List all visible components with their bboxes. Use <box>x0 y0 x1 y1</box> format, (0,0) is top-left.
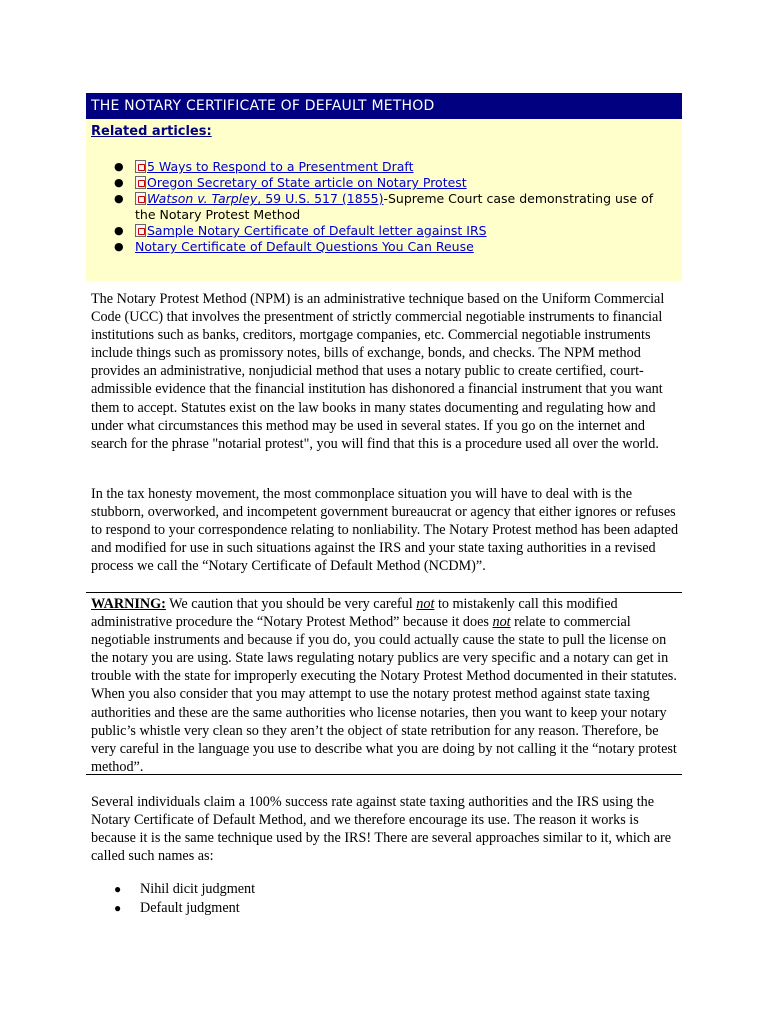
warning-text: relate to commercial negotiable instruments and because if you do, you could actually cause the state to pull the license on the notary you are using. State laws regulating notary publics are very specific and a notary can get in trouble with the state for improperly executing the Notary Protest Method documented in their statutes. When you also consider that you may attempt to use the notary protest method against state taxing authorities and these are the same authorities who license notaries, then you want to keep your notary public’s whistle very clean so they aren’t the object of state retribution for any reason. Therefore, be very careful in the language you use to describe what you are doing by not calling it the “notary protest method”. <box>91 614 677 775</box>
bullet-icon: ● <box>114 882 122 896</box>
related-article-continuation <box>86 207 682 223</box>
approaches-list <box>91 880 671 918</box>
related-articles-box <box>86 119 682 281</box>
related-article-link[interactable] <box>147 191 383 206</box>
pdf-icon <box>135 192 146 205</box>
case-name: Watson v. Tarpley <box>147 191 258 206</box>
related-article-item <box>86 223 682 239</box>
list-item <box>91 899 671 918</box>
warning-paragraph <box>91 595 681 776</box>
related-articles-heading: Related articles: <box>91 124 212 139</box>
related-article-link[interactable]: Notary Certificate of Default Questions You Can Reuse <box>135 239 474 254</box>
warning-emphasis: not <box>492 614 511 631</box>
bullet-icon: ● <box>114 160 124 173</box>
pdf-icon <box>135 224 146 237</box>
related-article-description-cont: the Notary Protest Method <box>135 207 301 222</box>
bullet-icon: ● <box>114 192 124 205</box>
warning-text: We caution that you should be very careful <box>165 596 417 612</box>
related-article-description: -Supreme Court case demonstrating use of <box>383 191 654 206</box>
related-article-link[interactable]: Sample Notary Certificate of Default letter against IRS <box>147 223 487 238</box>
related-article-item <box>86 191 682 207</box>
bullet-icon: ● <box>114 176 124 189</box>
related-articles-list <box>86 159 682 255</box>
warning-text: to mistakenly call this modified administrative procedure the “Notary Protest Method” because it does <box>91 596 618 631</box>
pdf-icon <box>135 160 146 173</box>
case-citation: , 59 U.S. 517 (1855) <box>257 191 384 206</box>
bullet-icon: ● <box>114 240 124 253</box>
page-title: THE NOTARY CERTIFICATE OF DEFAULT METHOD <box>86 93 682 119</box>
list-item-text: Default judgment <box>140 900 240 916</box>
bullet-icon: ● <box>114 224 124 237</box>
list-item-text: Nihil dicit judgment <box>140 881 256 897</box>
warning-emphasis: not <box>416 596 435 612</box>
related-article-item <box>86 159 682 175</box>
related-article-link[interactable]: Oregon Secretary of State article on Notary Protest <box>147 175 467 190</box>
warning-box <box>86 592 682 775</box>
warning-label: WARNING: <box>91 596 166 612</box>
list-item <box>91 880 671 899</box>
body-paragraph: The Notary Protest Method (NPM) is an administrative technique based on the Uniform Commercial Code (UCC) that involves the presentment of strictly commercial negotiable instruments to financial institutions such as banks, creditors, mortgage companies, etc. Commercial negotiable instruments include things such as promissory notes, bills of exchange, bonds, and checks. The NPM method provides an administrative, nonjudicial method that uses a notary public to create certified, court-admissible evidence that the financial institution has dishonored a financial instrument that you want them to accept. Statutes exist on the law books in many states documenting and regulating how and under what circumstances this method may be used in several states. If you go on the internet and search for the phrase "notarial protest", you will find that this is a procedure used all over the world. <box>91 291 665 452</box>
related-article-item <box>86 239 682 255</box>
body-paragraph: In the tax honesty movement, the most commonplace situation you will have to deal with is the stubborn, overworked, and incompetent government bureaucrat or agency that either ignores or refuses to respond to your correspondence relating to nonliability. The Notary Protest method has been adapted and modified for use in such situations against the IRS and your state taxing authorities in a revised process we call the “Notary Certificate of Default Method (NCDM)”. <box>91 486 679 575</box>
body-paragraph: Several individuals claim a 100% success rate against state taxing authorities and the IRS using the Notary Certificate of Default Method, and we therefore encourage its use. The reason it works is because it is the same technique used by the IRS! There are several approaches similar to it, which are called such names as: <box>91 794 672 865</box>
pdf-icon <box>135 176 146 189</box>
related-article-item <box>86 175 682 191</box>
bullet-icon: ● <box>114 901 122 915</box>
related-article-link[interactable]: 5 Ways to Respond to a Presentment Draft <box>147 159 414 174</box>
